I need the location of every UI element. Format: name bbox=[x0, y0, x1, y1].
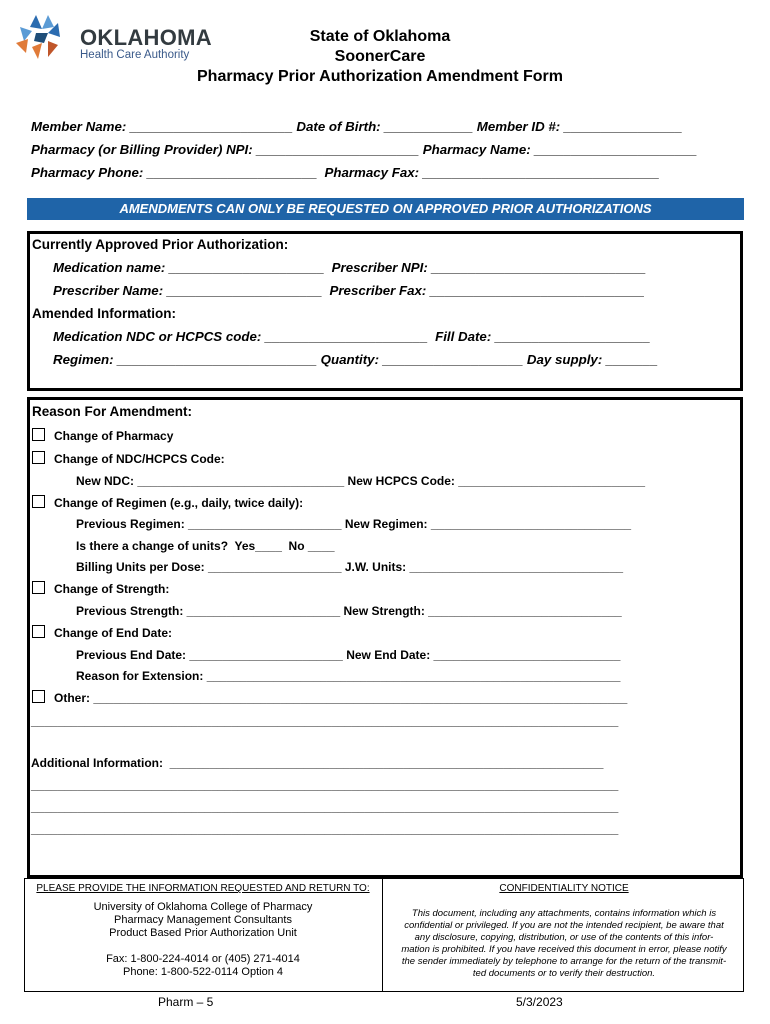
label-change-ndc: Change of NDC/HCPCS Code: bbox=[54, 452, 225, 466]
reason-heading: Reason For Amendment: bbox=[32, 404, 193, 419]
approved-heading: Currently Approved Prior Authorization: bbox=[32, 237, 289, 252]
return-org-1: University of Oklahoma College of Pharmacy bbox=[93, 901, 313, 913]
notice-line-3: any disclosure, copying, distribution, or use of the contents of this infor- bbox=[414, 932, 714, 943]
notice-line-4: mation is prohibited. If you have received this document in error, please notify bbox=[401, 944, 727, 955]
checkbox-change-ndc[interactable] bbox=[32, 451, 45, 464]
end-date-line[interactable]: Previous End Date: _______________________ New End Date: ____________________________ bbox=[76, 648, 621, 662]
checkbox-change-regimen[interactable] bbox=[32, 495, 45, 508]
notice-line-1: This document, including any attachments, contains information which is bbox=[411, 908, 717, 919]
logo-name: OKLAHOMA bbox=[80, 25, 212, 50]
label-change-regimen: Change of Regimen (e.g., daily, twice daily): bbox=[54, 496, 304, 510]
other-continuation[interactable]: ________________________________________________________________________________________ bbox=[31, 714, 619, 728]
title-state: State of Oklahoma bbox=[309, 28, 451, 45]
other-line[interactable]: Other: ________________________________________________________________________________ bbox=[54, 691, 628, 705]
member-line-3[interactable]: Pharmacy Phone: _______________________ Pharmacy Fax: ________________________________ bbox=[31, 165, 660, 180]
member-line-2[interactable]: Pharmacy (or Billing Provider) NPI: ______________________ Pharmacy Name: ______________________ bbox=[31, 142, 698, 157]
form-date: 5/3/2023 bbox=[516, 995, 563, 1009]
additional-line-1[interactable]: ________________________________________________________________________________________ bbox=[31, 778, 619, 792]
amended-heading: Amended Information: bbox=[32, 306, 176, 321]
label-change-end-date: Change of End Date: bbox=[54, 626, 173, 640]
billing-units-line[interactable]: Billing Units per Dose: ____________________ J.W. Units: ________________________________ bbox=[76, 560, 624, 574]
notice-line-5: the sender immediately by telephone to arrange for the return of the transmit- bbox=[401, 956, 727, 967]
return-org-3: Product Based Prior Authorization Unit bbox=[109, 927, 297, 939]
amendment-banner: AMENDMENTS CAN ONLY BE REQUESTED ON APPROVED PRIOR AUTHORIZATIONS bbox=[27, 198, 744, 220]
footer-divider bbox=[382, 878, 383, 992]
return-org-2: Pharmacy Management Consultants bbox=[114, 914, 292, 926]
checkbox-other[interactable] bbox=[32, 690, 45, 703]
checkbox-change-strength[interactable] bbox=[32, 581, 45, 594]
amended-row-1[interactable]: Medication NDC or HCPCS code: ______________________ Fill Date: _____________________ bbox=[53, 329, 651, 344]
extension-line[interactable]: Reason for Extension: ______________________________________________________________ bbox=[76, 669, 621, 683]
page-label: Pharm – 5 bbox=[158, 995, 214, 1009]
amended-row-2[interactable]: Regimen: ___________________________ Quantity: ___________________ Day supply: _______ bbox=[53, 352, 658, 367]
ndc-line[interactable]: New NDC: _______________________________ New HCPCS Code: ____________________________ bbox=[76, 474, 646, 488]
return-phone: Phone: 1-800-522-0114 Option 4 bbox=[122, 966, 284, 978]
confidentiality-heading: CONFIDENTIALITY NOTICE bbox=[499, 883, 629, 894]
label-change-pharmacy: Change of Pharmacy bbox=[54, 429, 174, 443]
return-heading: PLEASE PROVIDE THE INFORMATION REQUESTED AND RETURN TO: bbox=[36, 883, 370, 894]
star-logo-icon bbox=[14, 13, 74, 63]
notice-line-2: confidential or privileged. If you are not the intended recipient, be aware that bbox=[404, 920, 724, 931]
approved-row-2[interactable]: Prescriber Name: _____________________ Prescriber Fax: _____________________________ bbox=[53, 283, 645, 298]
checkbox-change-end-date[interactable] bbox=[32, 625, 45, 638]
notice-line-6: ted documents or to verify their destruction. bbox=[472, 968, 656, 979]
additional-line-3[interactable]: ________________________________________________________________________________________ bbox=[31, 822, 619, 836]
approved-row-1[interactable]: Medication name: _____________________ Prescriber NPI: _____________________________ bbox=[53, 260, 646, 275]
label-change-strength: Change of Strength: bbox=[54, 582, 170, 596]
title-program: SoonerCare bbox=[334, 48, 426, 65]
additional-info-line[interactable]: Additional Information: _________________________________________________________________ bbox=[31, 756, 604, 770]
regimen-line[interactable]: Previous Regimen: _______________________ New Regimen: ______________________________ bbox=[76, 517, 632, 531]
additional-line-2[interactable]: ________________________________________________________________________________________ bbox=[31, 800, 619, 814]
return-fax: Fax: 1-800-224-4014 or (405) 271-4014 bbox=[106, 953, 300, 965]
strength-line[interactable]: Previous Strength: _______________________ New Strength: _____________________________ bbox=[76, 604, 622, 618]
units-question[interactable]: Is there a change of units? Yes____ No ____ bbox=[76, 539, 335, 553]
member-line-1[interactable]: Member Name: ______________________ Date of Birth: ____________ Member ID #: ________________ bbox=[31, 119, 683, 134]
checkbox-change-pharmacy[interactable] bbox=[32, 428, 45, 441]
title-form: Pharmacy Prior Authorization Amendment Form bbox=[197, 68, 563, 85]
logo-subtitle: Health Care Authority bbox=[80, 49, 190, 61]
